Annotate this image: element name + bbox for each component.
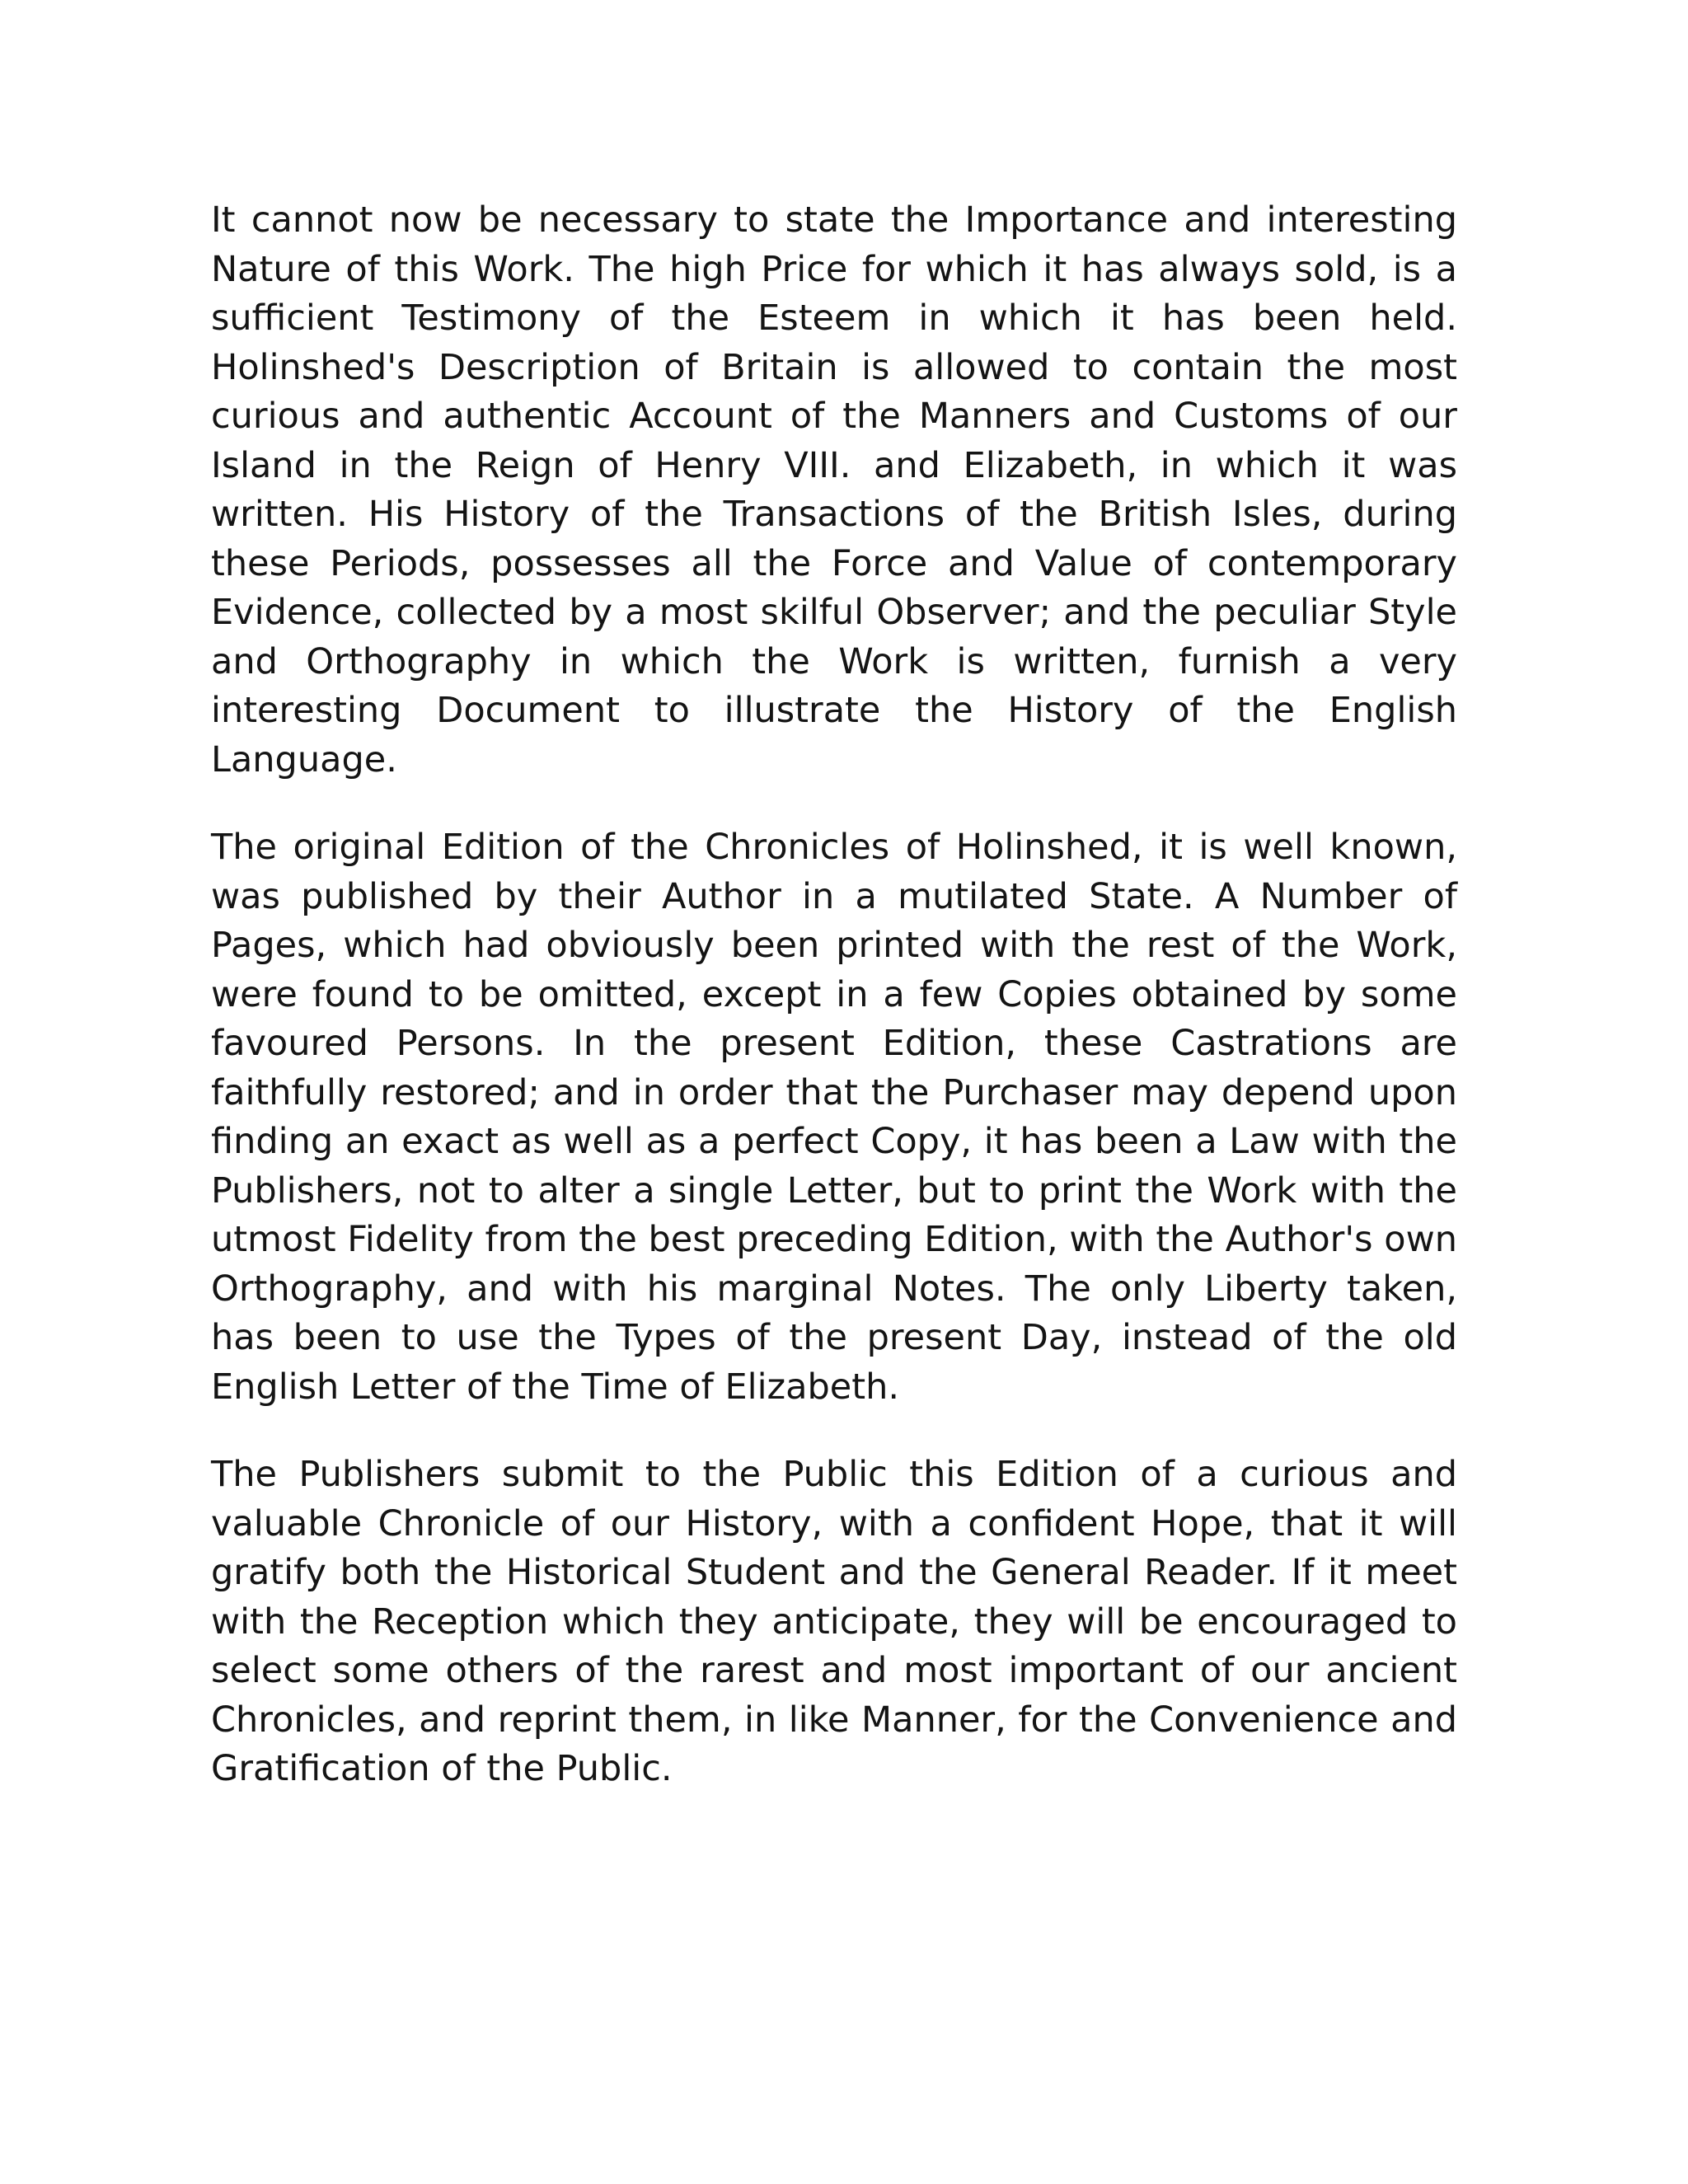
paragraph-importance: It cannot now be necessary to state the Importance and interesting Nature of this Work. The high Price for which it has always sold, is a sufficient Testimony of the Esteem in which it has been held. Holinshed's Description of Britain is allowed to contain the most curious and authentic Account of the Manners and Customs of our Island in the Reign of Henry VIII. and Elizabeth, in which it was written. His History of the Transactions of the British Isles, during these Periods, possesses all the Force and Value of contemporary Evidence, collected by a most skilful Observer; and the peculiar Style and Orthography in which the Work is written, furnish a very interesting Document to illustrate the History of the English Language. bbox=[211, 199, 1457, 780]
paragraph-publishers: The Publishers submit to the Public this Edition of a curious and valuable Chronicle of our History, with a confident Hope, that it will gratify both the Historical Student and the General Reader. If it meet with the Reception which they anticipate, they will be encouraged to select some others of the rarest and most important of our ancient Chronicles, and reprint them, in like Manner, for the Convenience and Gratification of the Public. bbox=[211, 1454, 1457, 1789]
paragraph-original-edition: The original Edition of the Chronicles of Holinshed, it is well known, was published by their Author in a mutilated State. A Number of Pages, which had obviously been printed with the rest of the Work, were found to be omitted, except in a few Copies obtained by some favoured Persons. In the present Edition, these Castrations are faithfully restored; and in order that the Purchaser may depend upon finding an exact as well as a perfect Copy, it has been a Law with the Publishers, not to alter a single Letter, but to print the Work with the utmost Fidelity from the best preceding Edition, with the Author's own Orthography, and with his marginal Notes. The only Liberty taken, has been to use the Types of the present Day, instead of the old English Letter of the Time of Elizabeth. bbox=[211, 827, 1457, 1408]
body-text bbox=[211, 196, 1457, 1833]
